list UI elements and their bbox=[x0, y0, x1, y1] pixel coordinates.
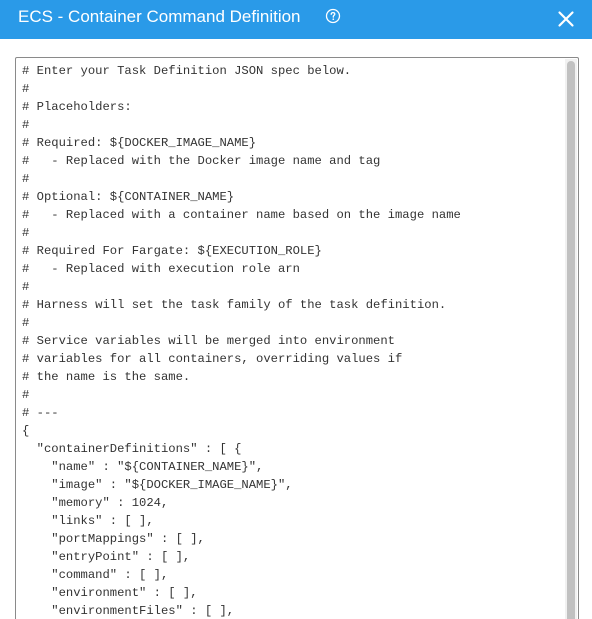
code-line: # bbox=[22, 316, 30, 330]
code-line: # Optional: ${CONTAINER_NAME} bbox=[22, 190, 235, 204]
code-line: # variables for all containers, overriding values if bbox=[22, 352, 403, 366]
task-definition-code[interactable] bbox=[22, 62, 461, 619]
code-line: "entryPoint" : [ ], bbox=[22, 550, 191, 564]
editor-scrollbar-thumb[interactable] bbox=[567, 61, 575, 619]
code-line: "name" : "${CONTAINER_NAME}", bbox=[22, 460, 264, 474]
code-line: # Required For Fargate: ${EXECUTION_ROLE} bbox=[22, 244, 322, 258]
code-line: # - Replaced with the Docker image name and tag bbox=[22, 154, 381, 168]
dialog-title: ECS - Container Command Definition bbox=[18, 7, 301, 26]
code-line: # Required: ${DOCKER_IMAGE_NAME} bbox=[22, 136, 257, 150]
code-line: "containerDefinitions" : [ { bbox=[22, 442, 242, 456]
code-line: # bbox=[22, 226, 30, 240]
code-line: "memory" : 1024, bbox=[22, 496, 169, 510]
code-line: # Harness will set the task family of the task definition. bbox=[22, 298, 447, 312]
code-line: # bbox=[22, 172, 30, 186]
code-line: "image" : "${DOCKER_IMAGE_NAME}", bbox=[22, 478, 293, 492]
code-line: "portMappings" : [ ], bbox=[22, 532, 205, 546]
code-line: "command" : [ ], bbox=[22, 568, 169, 582]
code-line: "environment" : [ ], bbox=[22, 586, 198, 600]
code-line: "links" : [ ], bbox=[22, 514, 154, 528]
task-definition-editor[interactable] bbox=[15, 57, 579, 619]
code-line: # bbox=[22, 118, 30, 132]
code-line: # Enter your Task Definition JSON spec below. bbox=[22, 64, 352, 78]
code-line: # Placeholders: bbox=[22, 100, 132, 114]
code-line: # Service variables will be merged into environment bbox=[22, 334, 395, 348]
code-line: # - Replaced with a container name based on the image name bbox=[22, 208, 461, 222]
code-line: # bbox=[22, 388, 30, 402]
code-line: # bbox=[22, 82, 30, 96]
code-line: # --- bbox=[22, 406, 59, 420]
code-line: # - Replaced with execution role arn bbox=[22, 262, 300, 276]
close-icon[interactable] bbox=[557, 10, 575, 28]
code-line: # the name is the same. bbox=[22, 370, 191, 384]
dialog-header bbox=[0, 0, 592, 39]
help-circle-icon[interactable] bbox=[325, 8, 341, 24]
code-line: # bbox=[22, 280, 30, 294]
code-line: { bbox=[22, 424, 30, 438]
code-line: "environmentFiles" : [ ], bbox=[22, 604, 235, 618]
editor-scrollbar[interactable] bbox=[565, 59, 577, 619]
